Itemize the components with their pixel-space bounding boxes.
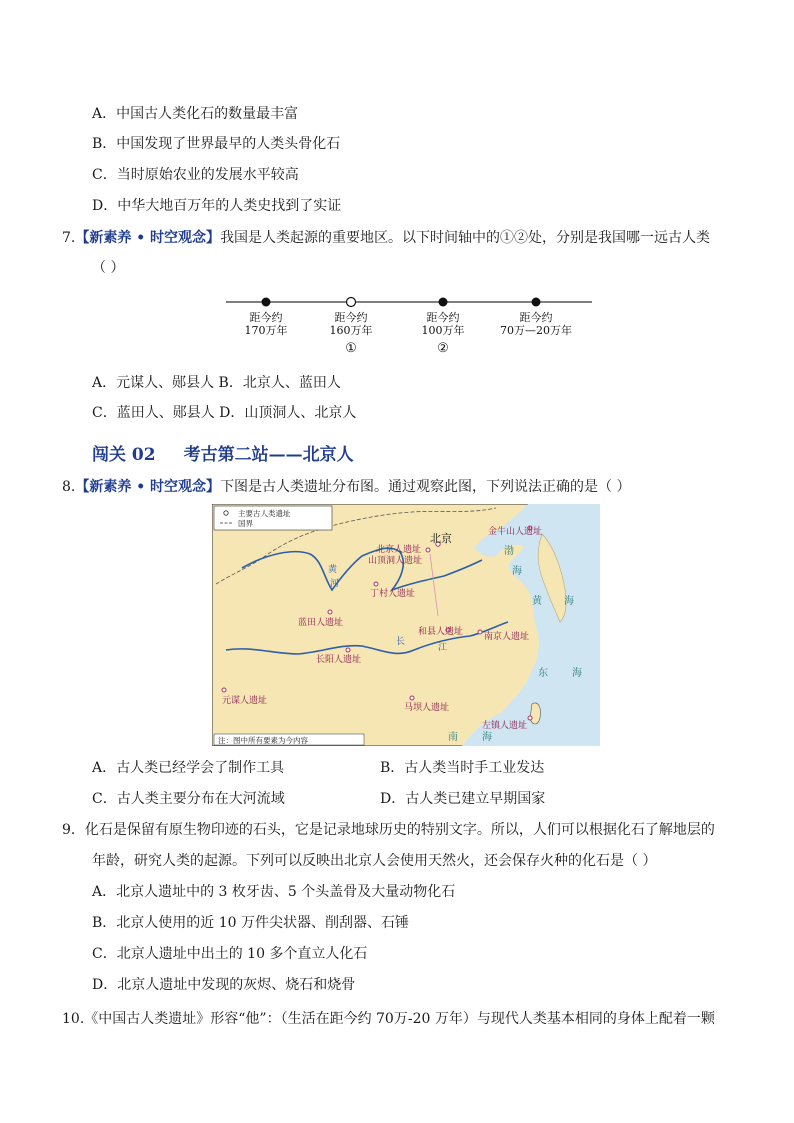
q7-timeline xyxy=(226,290,592,360)
river-label-3: 长 xyxy=(396,637,406,647)
timeline-label-3b: 100万年 xyxy=(421,324,465,337)
timeline-mark-2: ② xyxy=(437,341,449,356)
marker-dingcun xyxy=(374,582,378,586)
q8-number: 8. xyxy=(62,479,76,495)
marker-nanjing xyxy=(478,630,482,634)
q7-tag: 【新素养 • 时空观念】 xyxy=(75,230,221,246)
q6-option-a: A．中国古人类化石的数量最丰富 xyxy=(92,106,299,122)
q9-stem-line2: 年龄，研究人类的起源。下列可以反映出北京人会使用天然火，还会保存火种的化石是（ ） xyxy=(92,853,657,869)
label-site-1: 北京人遗址 xyxy=(376,545,422,555)
timeline-point-2 xyxy=(347,298,356,307)
sea-label-1: 渤 xyxy=(504,546,514,557)
sea-label-3: 黄 xyxy=(532,596,542,607)
label-beijing: 北京 xyxy=(430,532,452,545)
sea-label-8: 海 xyxy=(482,732,492,743)
q6-option-c: C．当时原始农业的发展水平较高 xyxy=(92,167,299,183)
label-site-5: 蓝田人遗址 xyxy=(298,618,344,628)
label-site-7: 南京人遗址 xyxy=(484,632,530,642)
timeline-label-1a: 距今约 xyxy=(249,311,283,324)
sea-label-2: 海 xyxy=(512,566,522,577)
river-label-2: 河 xyxy=(330,579,340,589)
label-site-10: 马坝人遗址 xyxy=(404,703,450,713)
legend-site-label: 主要古人类遗址 xyxy=(238,509,291,518)
timeline-point-1 xyxy=(262,298,271,307)
timeline-mark-1: ① xyxy=(345,341,357,356)
q9-option-b: B．北京人使用的近 10 万件尖状器、削刮器、石锤 xyxy=(92,915,410,931)
q7-text: 我国是人类起源的重要地区。以下时间轴中的①②处，分别是我国哪一远古人类 xyxy=(220,230,711,246)
q9-stem-line1: 9．化石是保留有原生物印迹的石头，它是记录地球历史的特别文字。所以，人们可以根据化石了解地层的 xyxy=(62,822,715,838)
marker-maba xyxy=(410,696,414,700)
sea-label-5: 东 xyxy=(538,668,548,679)
label-site-2: 山顶洞人遗址 xyxy=(368,556,423,566)
q9-option-d: D．北京人遗址中发现的灰烬、烧石和烧骨 xyxy=(92,977,356,993)
q7-number: 7. xyxy=(62,230,76,246)
timeline-point-4 xyxy=(532,298,541,307)
timeline-label-4a: 距今约 xyxy=(519,311,553,324)
q7-options-cd: C．蓝田人、郧县人 D．山顶洞人、北京人 xyxy=(92,405,357,421)
legend-border-label: 国界 xyxy=(238,519,253,528)
q9-option-a: A．北京人遗址中的 3 枚牙齿、5 个头盖骨及大量动物化石 xyxy=(92,884,456,900)
q8-text: 下图是古人类遗址分布图。通过观察此图，下列说法正确的是（ ） xyxy=(220,479,631,495)
label-site-4: 丁村人遗址 xyxy=(370,589,416,599)
section-heading xyxy=(92,440,382,465)
q8-option-d: D．古人类已建立早期国家 xyxy=(380,791,546,807)
timeline-label-3a: 距今约 xyxy=(426,311,460,324)
map-note: 注：图中所有要素为今内容 xyxy=(218,736,308,745)
ancient-sites-map xyxy=(212,504,600,746)
river-label-4: 江 xyxy=(438,643,448,653)
label-site-9: 元谋人遗址 xyxy=(222,696,268,706)
sea-label-7: 南 xyxy=(448,732,458,743)
marker-changyang xyxy=(346,648,350,652)
q10-stem-line1: 10.《中国古人类遗址》形容“他”：（生活在距今约 70万-20 万年）与现代人类基本相同的身体上配着一颗 xyxy=(62,1011,715,1027)
label-site-6: 和县人遗址 xyxy=(418,627,464,637)
timeline-label-4b: 70万—20万年 xyxy=(500,324,572,337)
q8-tag: 【新素养 • 时空观念】 xyxy=(75,479,221,495)
q8-option-b: B．古人类当时手工业发达 xyxy=(380,760,545,776)
q7-options-ab: A．元谋人、郧县人 B．北京人、蓝田人 xyxy=(92,375,341,391)
q7-bracket: （ ） xyxy=(92,260,125,276)
sea-label-6: 海 xyxy=(572,668,582,679)
sea-label-4: 海 xyxy=(564,596,574,607)
timeline-label-2b: 160万年 xyxy=(329,324,373,337)
q6-option-b: B．中国发现了世界最早的人类头骨化石 xyxy=(92,136,341,152)
q8-stem xyxy=(62,477,631,497)
q6-option-d: D．中华大地百万年的人类史找到了实证 xyxy=(92,198,342,214)
legend-site-symbol xyxy=(224,511,228,515)
timeline-label-2a: 距今约 xyxy=(334,311,368,324)
label-site-3: 金牛山人遗址 xyxy=(488,527,543,537)
q9-option-c: C．北京人遗址中出土的 10 多个直立人化石 xyxy=(92,946,368,962)
marker-lantian xyxy=(328,610,332,614)
river-label-1: 黄 xyxy=(328,565,338,575)
marker-zhoukoudian xyxy=(426,548,430,552)
section-label: 闯关 02 xyxy=(92,445,156,465)
marker-yuanmou xyxy=(222,688,226,692)
label-site-8: 长阳人遗址 xyxy=(316,655,362,665)
taiwan-island xyxy=(530,703,541,724)
q7-stem xyxy=(62,228,710,248)
q8-option-a: A．古人类已经学会了制作工具 xyxy=(92,760,285,776)
q8-option-c: C．古人类主要分布在大河流域 xyxy=(92,791,285,807)
section-title: 考古第二站——北京人 xyxy=(183,445,354,465)
marker-zuozhen xyxy=(528,716,532,720)
timeline-point-3 xyxy=(439,298,448,307)
timeline-label-1b: 170万年 xyxy=(244,324,288,337)
label-site-11: 左镇人遗址 xyxy=(482,721,528,731)
